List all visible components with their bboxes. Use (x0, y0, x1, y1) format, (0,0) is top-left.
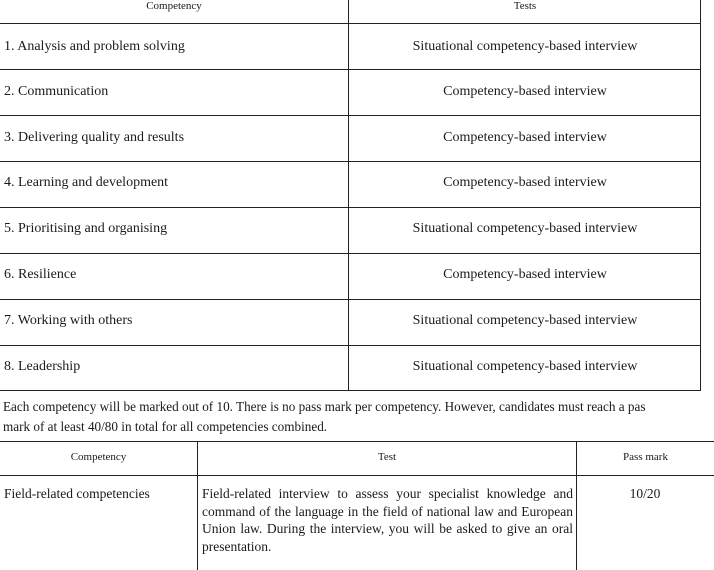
row-divider (0, 253, 701, 254)
row-3-competency: 3. Delivering quality and results (4, 130, 185, 145)
row-5-competency: 5. Prioritising and organising (4, 221, 168, 236)
row-5-test: Situational competency-based interview (412, 221, 638, 236)
row-divider (0, 161, 701, 162)
row-4-competency: 4. Learning and development (4, 175, 169, 190)
pass-mark-cell: 10/20 (629, 486, 661, 501)
row-divider (0, 207, 701, 208)
field-competency-cell: Field-related competencies (4, 486, 150, 501)
field-test-cell: Field-related interview to assess your specialist knowledge and command of the language in the field of national law and European Union law. During the interview, you will be asked to give an oral presentation. (202, 486, 573, 554)
row-3-test: Competency-based interview (443, 130, 607, 145)
column-divider (348, 0, 349, 390)
row-divider (0, 345, 701, 346)
header-divider (0, 475, 714, 476)
row-6-competency: 6. Resilience (4, 267, 77, 282)
marking-paragraph (3, 397, 714, 437)
row-2-test: Competency-based interview (443, 84, 607, 99)
row-4-test: Competency-based interview (443, 175, 607, 190)
right-border (700, 0, 701, 390)
header-test: Test (377, 451, 397, 463)
header-pass-mark: Pass mark (623, 451, 668, 463)
header-competency: Competency (70, 451, 127, 463)
header-divider (0, 23, 701, 24)
table-bottom-border (0, 390, 701, 391)
row-7-test: Situational competency-based interview (412, 313, 638, 328)
header-tests: Tests (513, 0, 537, 12)
row-divider (0, 115, 701, 116)
row-7-competency: 7. Working with others (4, 313, 133, 328)
row-8-test: Situational competency-based interview (412, 359, 638, 374)
header-competency: Competency (146, 0, 202, 12)
table-top-border (0, 441, 714, 442)
row-1-test: Situational competency-based interview (412, 39, 638, 54)
row-divider (0, 299, 701, 300)
row-8-competency: 8. Leadership (4, 359, 81, 374)
row-divider (0, 69, 701, 70)
paragraph-line-2: mark of at least 40/80 in total for all competencies combined. (3, 419, 328, 434)
paragraph-line-1: Each competency will be marked out of 10. There is no pass mark per competency. However, candidates must reach a pas (3, 399, 646, 414)
row-2-competency: 2. Communication (4, 84, 109, 99)
row-6-test: Competency-based interview (443, 267, 607, 282)
row-1-competency: 1. Analysis and problem solving (4, 39, 185, 54)
